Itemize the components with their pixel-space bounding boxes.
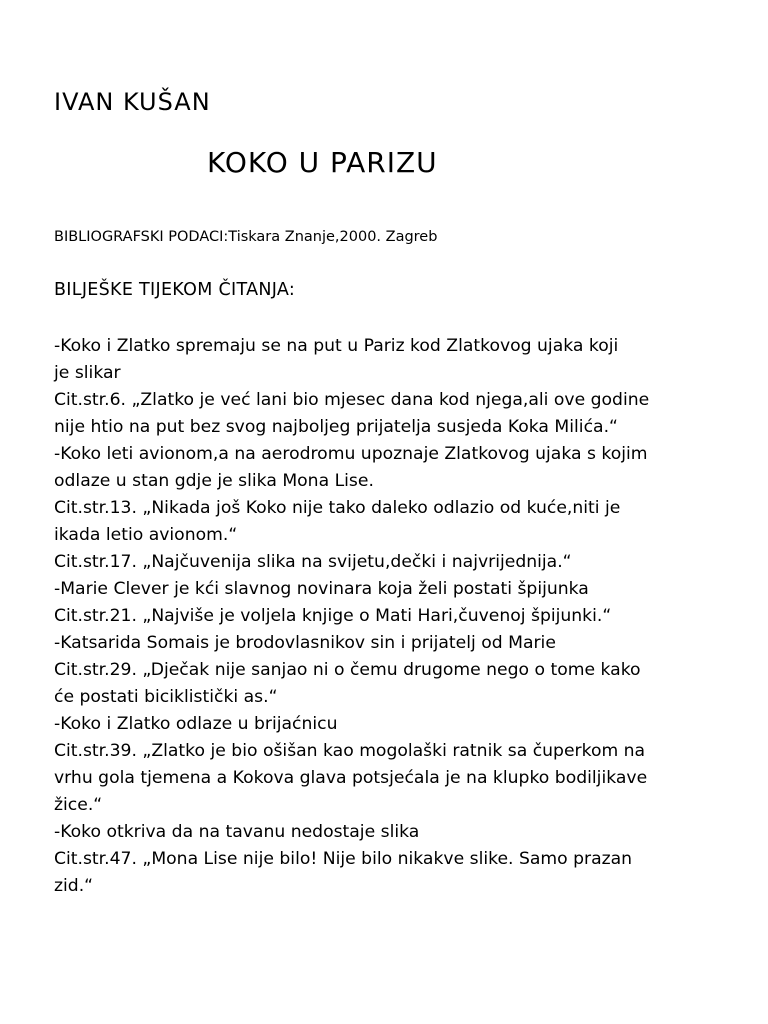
note-line: -Koko i Zlatko odlaze u brijaćnicu: [54, 714, 338, 734]
note-line: će postati biciklistički as.“: [54, 687, 278, 707]
note-line: žice.“: [54, 795, 103, 815]
note-line: Cit.str.39. „Zlatko je bio ošišan kao mogolaški ratnik sa čuperkom na: [54, 741, 646, 761]
note-line: Cit.str.17. „Najčuvenija slika na svijetu,dečki i najvrijednija.“: [54, 552, 572, 572]
note-line: Cit.str.6. „Zlatko je već lani bio mjesec dana kod njega,ali ove godine: [54, 390, 650, 410]
note-line: ikada letio avionom.“: [54, 525, 238, 545]
note-line: zid.“: [54, 876, 94, 896]
bibliographic-info: BIBLIOGRAFSKI PODACI:Tiskara Znanje,2000. Zagreb: [54, 229, 438, 245]
notes-heading: BILJEŠKE TIJEKOM ČITANJA:: [54, 280, 296, 300]
note-line: -Koko i Zlatko spremaju se na put u Pariz kod Zlatkovog ujaka koji: [54, 336, 619, 356]
note-line: je slikar: [54, 363, 121, 383]
note-line: Cit.str.13. „Nikada još Koko nije tako daleko odlazio od kuće,niti je: [54, 498, 621, 518]
note-line: nije htio na put bez svog najboljeg prijatelja susjeda Koka Milića.“: [54, 417, 618, 437]
author-name: IVAN KUŠAN: [54, 88, 211, 116]
note-line: Cit.str.47. „Mona Lise nije bilo! Nije bilo nikakve slike. Samo prazan: [54, 849, 633, 869]
reading-notes: [54, 333, 724, 900]
note-line: Cit.str.21. „Najviše je voljela knjige o Mati Hari,čuvenoj špijunki.“: [54, 606, 612, 626]
note-line: odlaze u stan gdje je slika Mona Lise.: [54, 471, 374, 491]
note-line: vrhu gola tjemena a Kokova glava potsjećala je na klupko bodiljikave: [54, 768, 648, 788]
note-line: -Koko leti avionom,a na aerodromu upoznaje Zlatkovog ujaka s kojim: [54, 444, 648, 464]
note-line: -Katsarida Somais je brodovlasnikov sin i prijatelj od Marie: [54, 633, 556, 653]
book-title: KOKO U PARIZU: [207, 146, 438, 179]
note-line: -Marie Clever je kći slavnog novinara koja želi postati špijunka: [54, 579, 589, 599]
note-line: -Koko otkriva da na tavanu nedostaje slika: [54, 822, 420, 842]
note-line: Cit.str.29. „Dječak nije sanjao ni o čemu drugome nego o tome kako: [54, 660, 641, 680]
